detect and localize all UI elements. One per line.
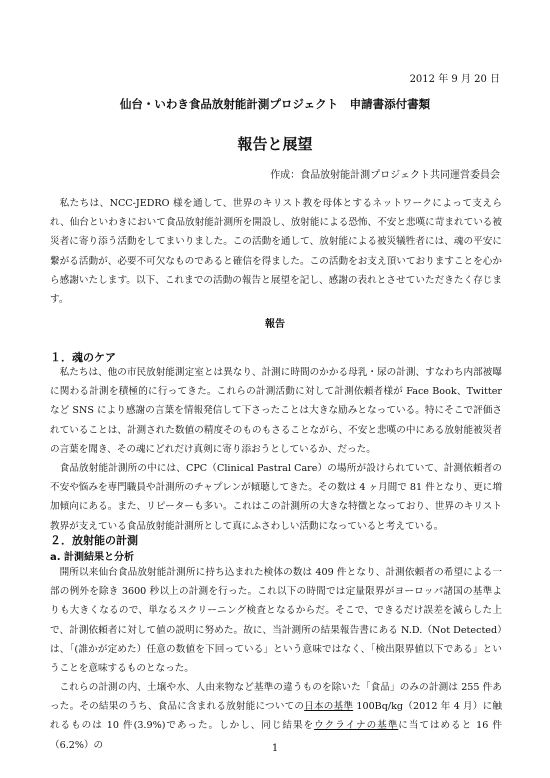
paragraph-text-part: に当てはめると 16 件（6.2%）の [50,720,502,751]
page-title: 報告と展望 [237,135,313,153]
japan-standard-underlined: 日本の基準 [304,701,354,713]
paragraph-text-part: 100Bq/kg（2012 年 4 月）に触れるものは 10 件(3.9%)であった。しかし、同じ結果を [50,701,502,732]
ukraine-standard-underlined: ウクライナの基準 [314,720,399,732]
report-heading: 報告 [265,319,285,330]
paragraph-text-part: これらの計測の内、土壌や水、人由来物など基準の違うものを除いた「食品」のみの計測は 255 件あった。その結果のうち、食品に含まれる放射能についての [50,682,502,713]
intro-paragraph: 私たちは、NCC-JEDRO 様を通して、世界のキリスト教を母体とするネットワークによって支えられ、仙台といわきにおいて食品放射能計測所を開設し、放射能による恐怖、不安と悲嘆に苛まれている被災者に寄り添う活動をしてまいりました。この活動を通して、放射能による被災犠牲者には、魂の平安に繋がる活動が、必要不可欠なものであると確信を得ました。この活動をお支え頂いておりますことを心から感謝いたします。以下、これまでの活動の報告と展望を記し、感謝の表れとさせていただきたく存じます。 [50,198,502,306]
page-number: 1 [271,743,279,754]
subsection-a-heading: a. 計測結果と分析 [50,552,135,563]
author-line: 作成：食品放射能計測プロジェクト共同運営委員会 [270,170,500,181]
document-date: 2012 年 9 月 20 日 [409,74,500,85]
section-2-heading: ２．放射能の計測 [50,534,138,547]
section-1-heading: １．魂のケア [50,351,116,364]
section-1-paragraph-2: 食品放射能計測所の中には、CPC（Clinical Pastral Care）の場所が設けられていて、計測依頼者の不安や悩みを専門職員や計測所のチャプレンが傾聴してきた。その数は 4 ヶ月間で 81 件となり、更に増加傾向にある。また、リピーターも多い。これはこの計測所の大きな特徴となっており、世界のキリスト教界が支えている食品放射能計測所として真にふさわしい活動になっていると考えている。 [50,463,502,532]
document-subject: 仙台・いわき食品放射能計測プロジェクト 申請書添付書類 [119,97,431,111]
section-2-paragraph-1: 開所以来仙台食品放射能計測所に持ち込まれた検体の数は 409 件となり、計測依頼者の希望による一部の例外を除き 3600 秒以上の計測を行った。これ以下の時間では定量限界がヨーロッパ諸国の基準よりも大きくなるので、単なるスクリーニング検査となるからだ。そこで、できるだけ誤差を減らした上で、計測依頼者に対して値の説明に努めた。故に、当計測所の結果報告書にある N.D.（Not Detected）は、「(誰かが定めた）任意の数値を下回っている」という意味ではなく、「検出限界値以下である」ということを意味するものとなった。 [50,567,502,675]
section-1-paragraph-1: 私たちは、他の市民放射能測定室とは異なり、計測に時間のかかる母乳・尿の計測、すなわち内部被曝に関わる計測を積極的に行ってきた。これらの計測活動に対して計測依頼者様が Face Book、Twitter など SNS により感謝の言葉を情報発信して下さったことは大きな励みとなっている。特にそこで評価されていることは、計測された数値の精度そのものもさることながら、不安と悲嘆の中にある放射能被災者の言葉を聞き、その魂にどれだけ真剣に寄り添おうとしているか、だった。 [50,367,502,455]
